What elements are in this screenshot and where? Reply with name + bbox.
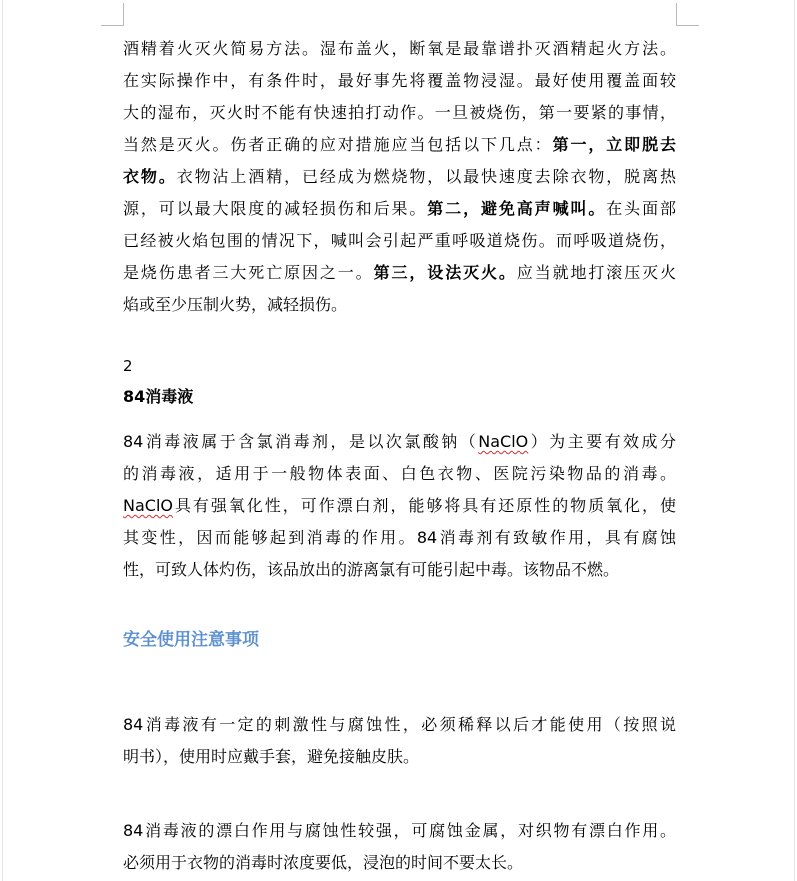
text-line: 衣物。衣物沾上酒精，已经成为燃烧物，以最快速度去除衣物，脱离热	[123, 167, 676, 186]
safety-note-paragraph-1[interactable]	[123, 709, 676, 773]
text-line: 84消毒液有一定的刺激性与腐蚀性，必须稀释以后才能使用（按照说	[123, 715, 676, 734]
page-left-edge	[2, 0, 3, 881]
text-line: 已经被火焰包围的情况下，喊叫会引起严重呼吸道烧伤。而呼吸道烧伤，	[123, 231, 676, 250]
page-right-edge	[794, 0, 795, 881]
text-line: 84消毒液属于含氯消毒剂，是以次氯酸钠（NaClO）为主要有效成分	[123, 432, 676, 451]
spellcheck-word: NaClO	[123, 496, 173, 515]
margin-corner-mark-left	[101, 3, 124, 26]
bold-step-one-end: 衣物。	[123, 167, 177, 186]
bold-step-two: 第二，避免高声喊叫。	[427, 199, 607, 218]
text-line: 当然是灭火。伤者正确的应对措施应当包括以下几点：第一，立即脱去	[123, 135, 676, 154]
text-line: 的消毒液，适用于一般物体表面、白色衣物、医院污染物品的消毒。	[123, 464, 676, 483]
safety-note-paragraph-2[interactable]	[123, 815, 676, 879]
text-line: 大的湿布，灭火时不能有快速拍打动作。一旦被烧伤，第一要紧的事情，	[123, 103, 676, 122]
text-line: 焰或至少压制火势，减轻损伤。	[123, 295, 348, 314]
text-line: 必须用于衣物的消毒时浓度要低，浸泡的时间不要太长。	[123, 853, 524, 872]
text-line: 在实际操作中，有条件时，最好事先将覆盖物浸湿。最好使用覆盖面较	[123, 71, 676, 90]
text-line: 酒精着火灭火简易方法。湿布盖火，断氧是最靠谱扑灭酒精起火方法。	[123, 39, 676, 58]
text-line: 明书），使用时应戴手套，避免接触皮肤。	[123, 747, 420, 766]
margin-corner-mark-right	[676, 3, 699, 26]
text-line: 源，可以最大限度的减轻损伤和后果。第二，避免高声喊叫。在头面部	[123, 199, 676, 218]
text-line: 性，可致人体灼伤，该品放出的游离氯有可能引起中毒。该物品不燃。	[123, 560, 620, 579]
section-number: 2	[123, 357, 133, 375]
bold-step-three: 第三，设法灭火。	[373, 263, 517, 282]
disinfectant-intro-paragraph[interactable]	[123, 426, 676, 586]
alcohol-fire-paragraph[interactable]	[123, 33, 676, 321]
section-heading-84: 84消毒液	[123, 387, 194, 406]
safety-notes-heading: 安全使用注意事项	[123, 630, 259, 650]
text-line: 其变性，因而能够起到消毒的作用。84消毒剂有致敏作用，具有腐蚀	[123, 528, 676, 547]
spellcheck-word: NaClO	[478, 432, 529, 451]
text-line: 84消毒液的漂白作用与腐蚀性较强，可腐蚀金属，对织物有漂白作用。	[123, 821, 676, 840]
bold-step-one: 第一，立即脱去	[552, 135, 676, 154]
text-line: NaClO具有强氧化性，可作漂白剂，能够将具有还原性的物质氧化，使	[123, 496, 676, 515]
text-line: 是烧伤患者三大死亡原因之一。第三，设法灭火。应当就地打滚压灭火	[123, 263, 676, 282]
